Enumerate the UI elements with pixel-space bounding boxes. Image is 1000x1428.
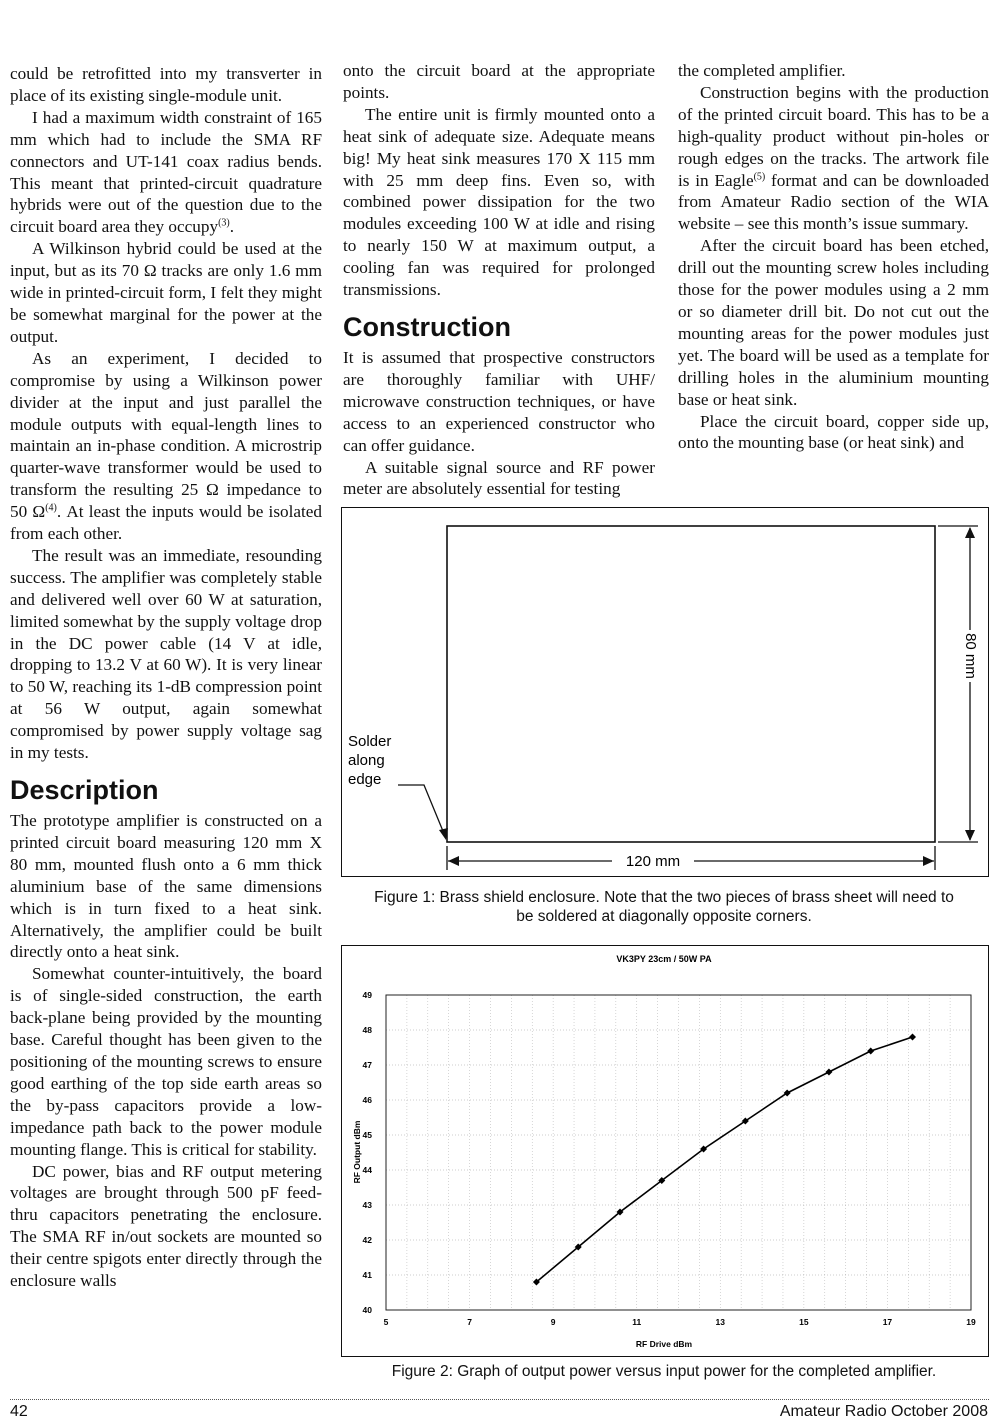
x-tick-label: 17 — [882, 1317, 893, 1327]
x-tick-label: 13 — [715, 1317, 726, 1327]
paragraph: It is assumed that prospective constructors are thoroughly familiar with UHF/ microwave construction techniques, or have access to an experienced constructor who can offer guidance. — [343, 347, 655, 455]
data-series — [533, 1034, 916, 1286]
x-tick-label: 5 — [383, 1317, 389, 1327]
data-point — [825, 1069, 832, 1076]
y-tick-label: 48 — [362, 1025, 372, 1035]
y-tick-label: 49 — [362, 990, 372, 1000]
y-tick-label: 45 — [362, 1130, 372, 1140]
column-1 — [10, 63, 322, 1292]
solder-pointer — [398, 785, 445, 836]
power-chart — [342, 946, 988, 1356]
solder-label-line: along — [348, 752, 385, 769]
paragraph-text: . At least the inputs would be isolated from each other. — [10, 502, 322, 544]
paragraph: The result was an immediate, resounding success. The amplifier was completely stable and delivered well over 60 W at saturation, limited somewhat by the supply voltage drop in the DC power cable (14 V at idle, dropping to 13.2 V at 60 W). It is very linear to 50 W, reaching its 1-dB compression point at 56 W output, again somewhat compromised by power supply voltage sag in my tests. — [10, 545, 322, 763]
paragraph: A suitable signal source and RF power meter are absolutely essential for testing — [343, 457, 655, 499]
paragraph — [10, 348, 322, 545]
x-axis-label: RF Drive dBm — [635, 1339, 693, 1349]
y-tick-label: 43 — [362, 1200, 372, 1210]
figure-2-caption: Figure 2: Graph of output power versus input power for the completed amplifier. — [391, 1363, 937, 1380]
column-3 — [678, 60, 989, 454]
magazine-issue: Amateur Radio October 2008 — [779, 1403, 988, 1420]
paragraph: the completed amplifier. — [678, 61, 846, 80]
page-number: 42 — [10, 1403, 28, 1420]
y-axis-label: RF Output dBm — [352, 1120, 362, 1184]
y-tick-label: 42 — [362, 1235, 372, 1245]
enclosure-outline — [447, 526, 935, 842]
chart-title: VK3PY 23cm / 50W PA — [616, 954, 712, 964]
arrowhead — [923, 856, 934, 866]
height-label: 80 mm — [962, 633, 980, 679]
footer-rule — [10, 1399, 989, 1400]
data-point — [867, 1048, 874, 1055]
solder-label-line: edge — [348, 771, 382, 788]
y-tick-label: 44 — [362, 1165, 372, 1175]
paragraph-text: . — [229, 217, 235, 237]
y-tick-label: 46 — [362, 1095, 372, 1105]
paragraph: The prototype amplifier is constructed on a printed circuit board measuring 120 mm X 80 mm, mounted flush onto a 6 mm thick aluminium base of the same dimensions which is in turn fixed to a heat sink. Alternatively, the amplifier could be built directly onto a heat sink. — [10, 811, 322, 962]
x-tick-label: 7 — [467, 1317, 472, 1327]
solder-label-line: Solder — [348, 733, 392, 750]
paragraph: could be retrofitted into my transverter in place of its existing single-module unit. — [10, 64, 322, 105]
paragraph: A Wilkinson hybrid could be used at the input, but as its 70 Ω tracks are only 1.6 mm wide in printed-circuit form, I felt they might be somewhat marginal for the power at the output. — [10, 239, 322, 346]
caption-line: be soldered at diagonally opposite corners. — [516, 908, 812, 925]
reference-marker: (3) — [218, 217, 230, 229]
x-tick-label: 15 — [799, 1317, 809, 1327]
arrowhead — [965, 830, 975, 841]
arrowhead — [448, 856, 459, 866]
arrowhead — [965, 527, 975, 538]
paragraph-text: I had a maximum width constraint of 165 mm which had to include the SMA RF connectors and UT-141 coax radius bends. This meant that printed-circuit quadrature hybrids were out of the question due to the circuit board area they occupy — [10, 107, 322, 237]
caption-line: Figure 1: Brass shield enclosure. Note that the two pieces of brass sheet will need to — [374, 889, 954, 906]
y-tick-label: 40 — [362, 1305, 372, 1315]
paragraph: DC power, bias and RF output metering voltages are brought through 500 pF feed-thru capacitors penetrating the enclosure. The SMA RF in/out sockets are mounted so their centre spigots enter directly through the enclosure walls — [10, 1161, 322, 1291]
paragraph: After the circuit board has been etched, drill out the mounting screw holes including those for the power modules using a 2 mm or so diameter drill bit. Do not cut out the mounting areas for the power modules just yet. The board will be used as a template for drilling holes in the aluminium mounting base or heat sink. — [678, 236, 989, 409]
figure-2-chart — [341, 945, 989, 1357]
enclosure-diagram — [342, 508, 988, 876]
figure-1-enclosure-drawing — [341, 507, 989, 877]
paragraph-text: format and can be downloaded from Amateur Radio section of the WIA website – see this month’s issue summary. — [678, 170, 989, 234]
chart-grid — [386, 995, 971, 1310]
y-tick-label: 41 — [362, 1270, 372, 1280]
column-2 — [343, 60, 655, 500]
paragraph — [10, 107, 322, 238]
paragraph: The entire unit is firmly mounted onto a heat sink of adequate size. Adequate means big! My heat sink measures 170 X 115 mm with 25 mm deep fins. Even so, with combined power dissipation for the two modules exceeding 100 W at idle and rising to nearly 150 W at maximum output, a cooling fan was required for prolonged transmissions. — [343, 104, 655, 300]
paragraph-text: Construction begins with the production of the printed circuit board. This has to be a high-quality product without pin-holes or rough edges on the tracks. The artwork file is in Eagle — [678, 82, 989, 190]
x-tick-label: 9 — [550, 1317, 556, 1327]
data-point — [909, 1034, 916, 1041]
paragraph: onto the circuit board at the appropriate points. — [343, 61, 655, 102]
reference-marker: (4) — [45, 502, 57, 514]
figure-1-caption — [341, 888, 987, 926]
paragraph-text: As an experiment, I decided to compromise by using a Wilkinson power divider at the input and just parallel the module outputs with equal-length lines to maintain an in-phase condition. A microstrip quarter-wave transformer would be used to transform the resulting 25 Ω impedance to 50 Ω — [10, 348, 322, 522]
x-tick-label: 19 — [966, 1317, 976, 1327]
section-heading-description: Description — [10, 775, 159, 805]
section-heading-construction: Construction — [343, 311, 511, 342]
reference-marker: (5) — [753, 170, 766, 182]
series-line — [536, 1037, 912, 1282]
axis-ticks — [363, 990, 976, 1327]
width-label: 120 mm — [625, 853, 681, 870]
paragraph — [678, 82, 989, 235]
paragraph: Place the circuit board, copper side up, onto the mounting base (or heat sink) and — [678, 411, 989, 453]
paragraph: Somewhat counter-intuitively, the board is of single-sided construction, the earth back-plane being provided by the mounting base. Careful thought has been given to the positioning of the mounting screws to ensure good earthing of the top side earth areas so the by-pass capacitors provide a low-impedance path back to the power module mounting flange. This is critical for stability. — [10, 964, 322, 1159]
x-tick-label: 11 — [632, 1317, 642, 1327]
y-tick-label: 47 — [362, 1060, 372, 1070]
